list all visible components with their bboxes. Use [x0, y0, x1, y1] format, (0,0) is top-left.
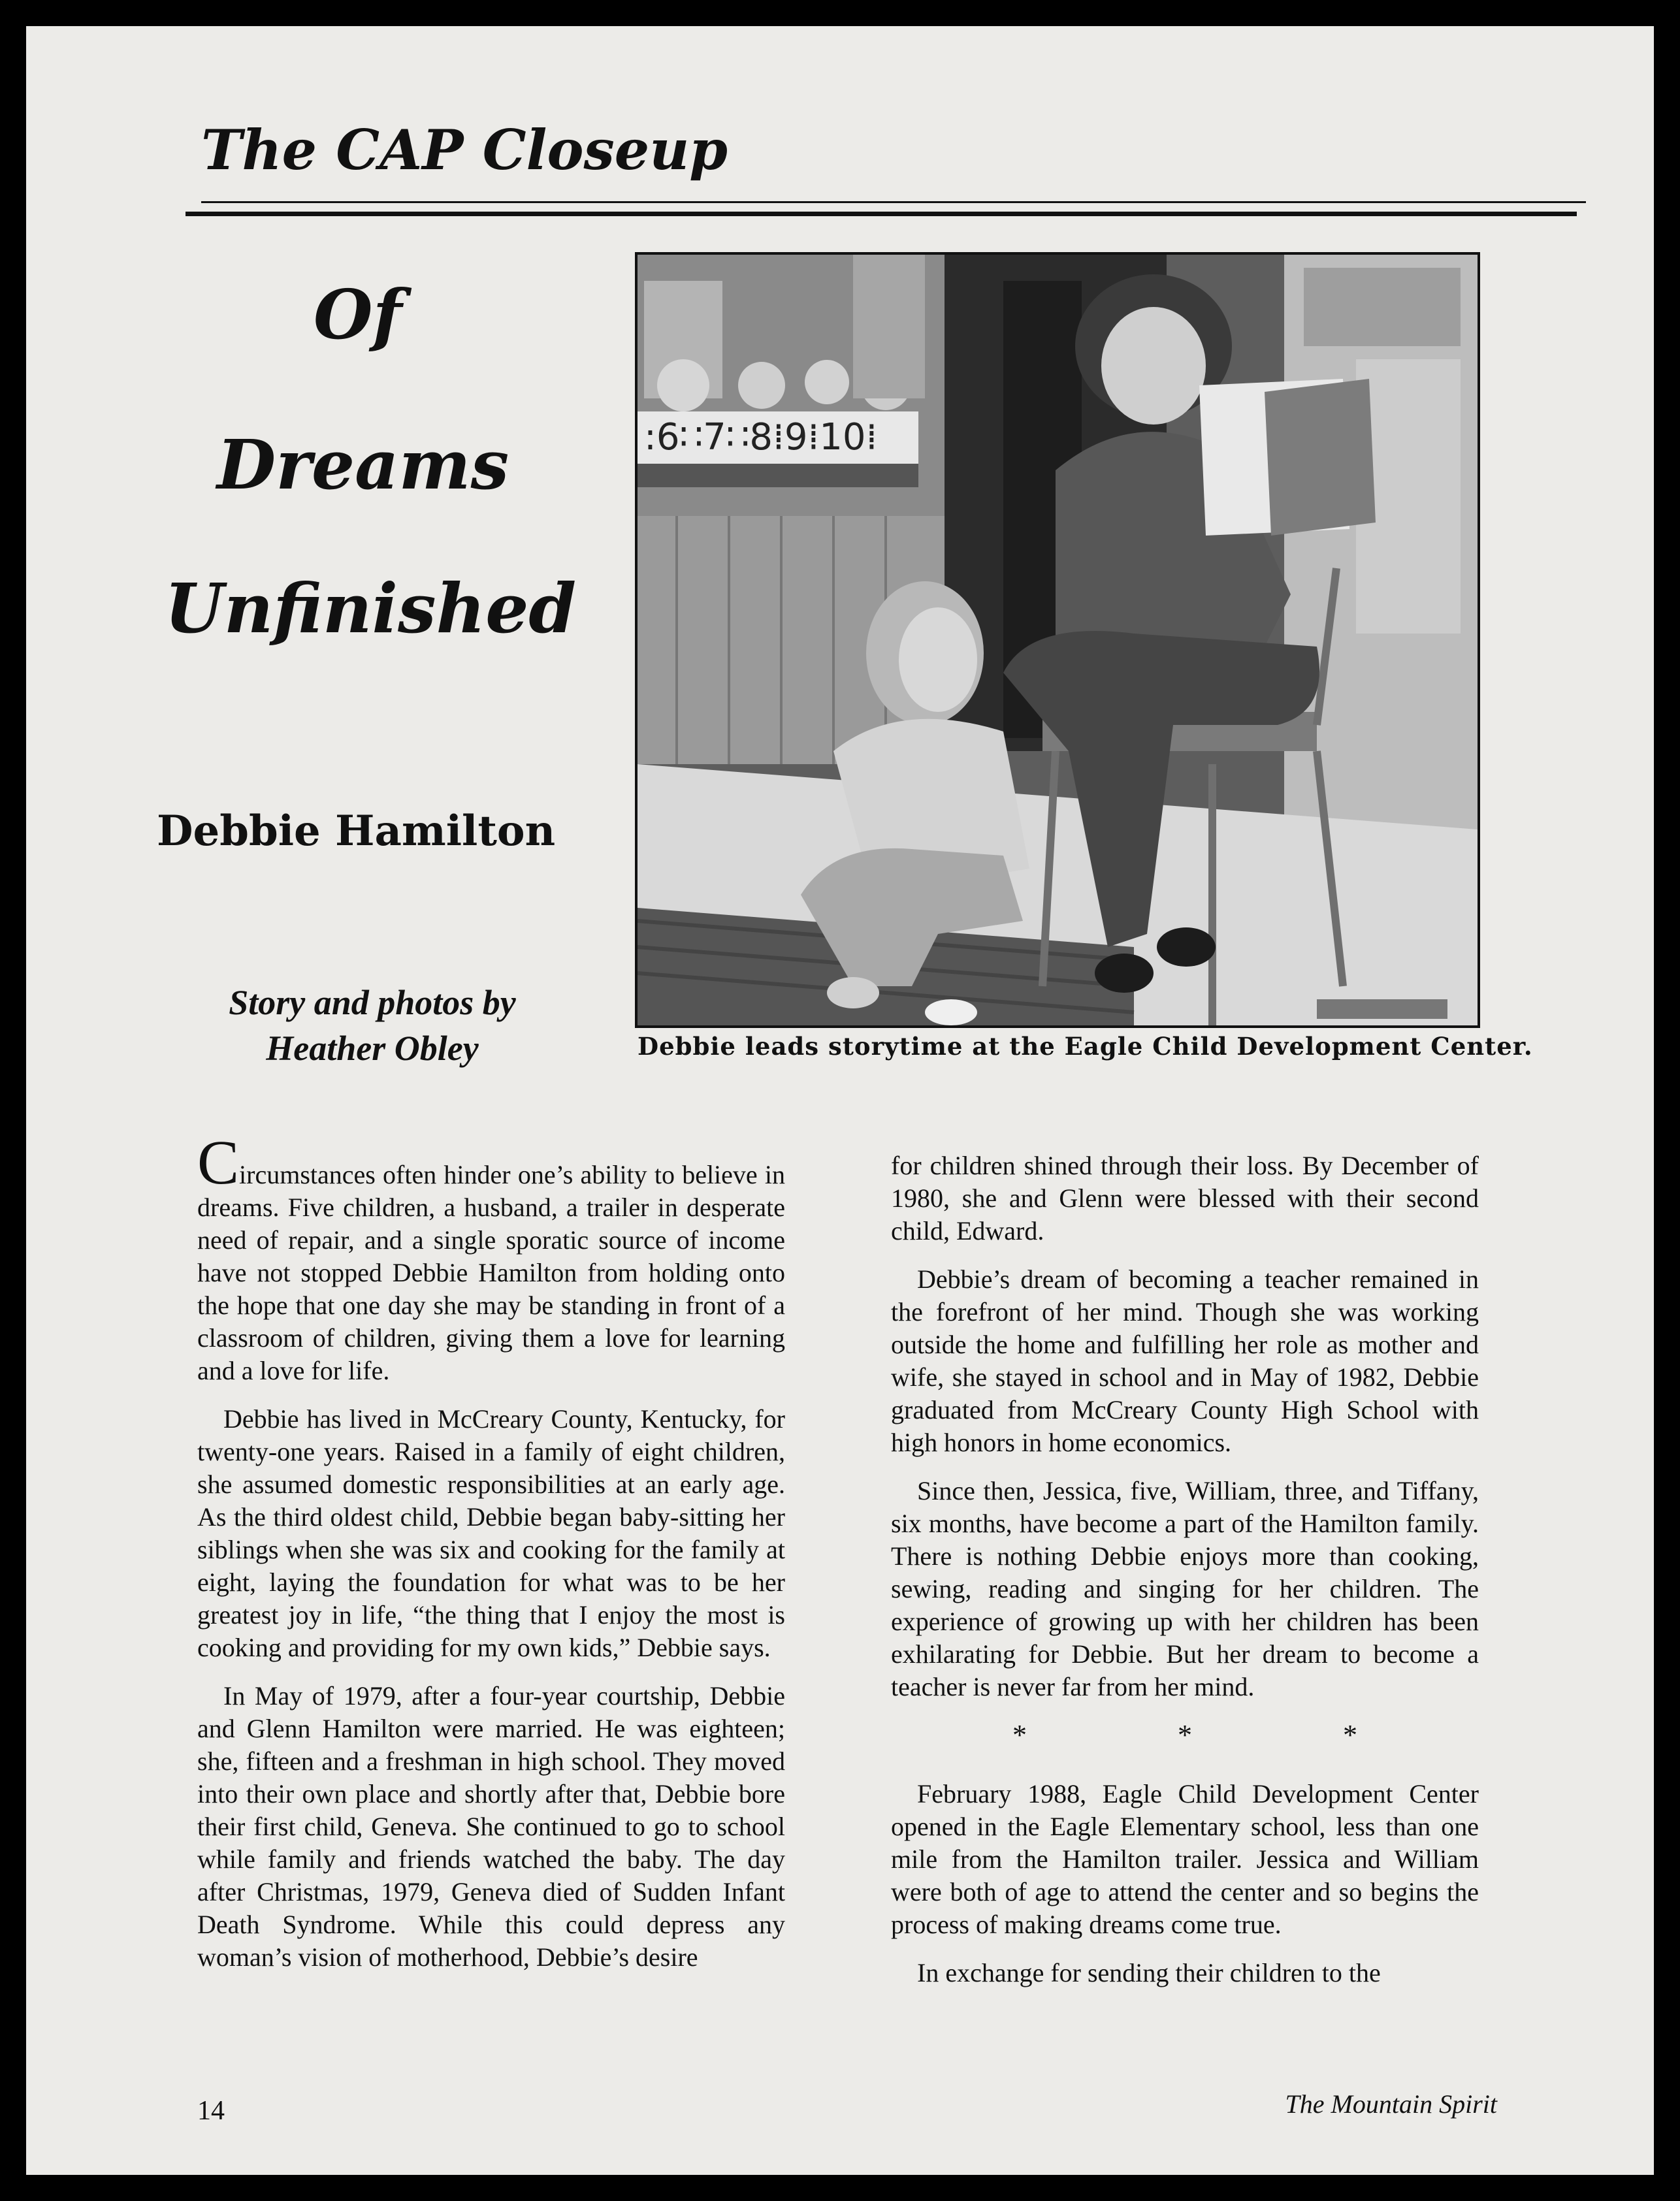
photo-caption: Debbie leads storytime at the Eagle Child Development Center.	[638, 1032, 1533, 1061]
header-rule-thick	[186, 212, 1577, 216]
photo-illustration	[638, 255, 1478, 1025]
magazine-page	[26, 26, 1654, 2175]
credit-line-2: Heather Obley	[266, 1029, 479, 1068]
header-rule-thin	[201, 201, 1586, 203]
article-paragraph: Debbie has lived in McCreary County, Kentucky, for twenty-one years. Raised in a family of eight children, she assumed domestic responsibilities at an early age. As the third oldest child, Debbie began baby-sitting her siblings when she was six and cooking for the family at eight, laying the foundation for what was to be her greatest joy in life, “the thing that I enjoy the most is cooking and providing for my own kids,” Debbie says.	[197, 1404, 785, 1662]
article-paragraph: Since then, Jessica, five, William, three, and Tiffany, six months, have become a part of the Hamilton family. There is nothing Debbie enjoys more than cooking, sewing, reading and singing for her children. The experience of growing up with her children has been exhilarating for Debbie. But her dream to become a teacher is never far from her mind.	[891, 1476, 1479, 1701]
article-paragraph	[197, 1127, 785, 1387]
article-paragraph: In May of 1979, after a four-year courtship, Debbie and Glenn Hamilton were married. He was eighteen; she, fifteen and a freshman in high school. They moved into their own place and shortly after that, Debbie bore their first child, Geneva. She continued to go to school while family and friends watched the baby. The day after Christmas, 1979, Geneva died of Sudden Infant Death Syndrome. While this could depress any woman’s vision of motherhood, Debbie’s desire	[197, 1681, 785, 1972]
article-paragraph: February 1988, Eagle Child Development Center opened in the Eagle Elementary school, less than one mile from the Hamilton trailer. Jessica and William were both of age to attend the center and so begins the process of making dreams come true.	[891, 1779, 1479, 1939]
byline-name: Debbie Hamilton	[157, 807, 556, 856]
headline-line-2: Dreams	[217, 425, 509, 505]
article-paragraph: In exchange for sending their children to the	[917, 1958, 1381, 1987]
section-separator: * * *	[1012, 1719, 1429, 1751]
photo-credit	[150, 980, 594, 1071]
section-title: The CAP Closeup	[201, 118, 728, 182]
credit-line-1: Story and photos by	[229, 983, 516, 1022]
article-column-right	[891, 1149, 1479, 2005]
headline-line-3: Unfinished	[165, 568, 577, 649]
headline-line-1: Of	[314, 274, 402, 355]
article-paragraph: for children shined through their loss. By December of 1980, she and Glenn were blessed with their second child, Edward.	[891, 1151, 1479, 1245]
article-paragraph: Debbie’s dream of becoming a teacher remained in the forefront of her mind. Though she was working outside the home and fulfilling her role as mother and wife, she stayed in school and in May of 1982, Debbie graduated from McCreary County High School with high honors in home economics.	[891, 1264, 1479, 1457]
drop-cap: C	[197, 1127, 240, 1197]
number-strip: :6∷7∷8⁞9⁞10⁞	[644, 416, 878, 458]
page-number: 14	[197, 2096, 225, 2126]
paragraph-text: ircumstances often hinder one’s ability to believe in dreams. Five children, a husband, a trailer in desperate need of repair, and a single sporatic source of income have not stopped Debbie Hamilton from holding onto the hope that one day she may be standing in front of a classroom of children, giving them a love for learning and a love for life.	[197, 1160, 785, 1385]
publication-name: The Mountain Spirit	[1285, 2089, 1497, 2119]
storytime-photo	[635, 252, 1480, 1028]
article-column-left	[197, 1127, 785, 1989]
